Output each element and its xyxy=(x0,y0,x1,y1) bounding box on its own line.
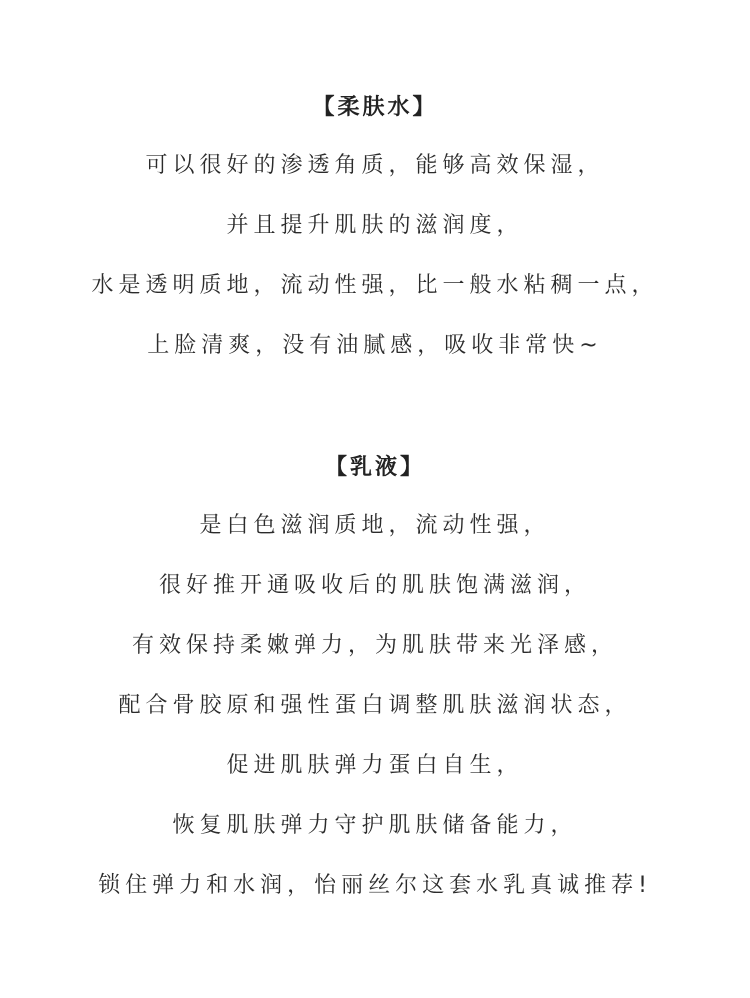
toner-line-3: 水是透明质地，流动性强，比一般水粘稠一点， xyxy=(91,273,659,298)
toner-line-2: 并且提升肌肤的滋润度， xyxy=(226,213,524,238)
toner-line-4: 上脸清爽，没有油腻感，吸收非常快~ xyxy=(147,333,603,358)
lotion-line-7: 锁住弹力和水润，怡丽丝尔这套水乳真诚推荐! xyxy=(98,873,652,898)
lotion-line-6: 恢复肌肤弹力守护肌肤储备能力， xyxy=(172,813,578,838)
toner-section xyxy=(0,91,750,389)
toner-line-1: 可以很好的渗透角质，能够高效保湿， xyxy=(145,153,605,178)
toner-heading: 【柔肤水】 xyxy=(312,95,438,120)
lotion-line-1: 是白色滋润质地，流动性强， xyxy=(199,513,551,538)
lotion-line-3: 有效保持柔嫩弹力，为肌肤带来光泽感， xyxy=(131,633,618,658)
lotion-section xyxy=(0,451,750,929)
lotion-line-5: 促进肌肤弹力蛋白自生， xyxy=(226,753,524,778)
lotion-heading: 【乳液】 xyxy=(324,455,425,480)
lotion-line-2: 很好推开通吸收后的肌肤饱满滋润， xyxy=(158,573,591,598)
lotion-line-4: 配合骨胶原和强性蛋白调整肌肤滋润状态， xyxy=(118,693,632,718)
